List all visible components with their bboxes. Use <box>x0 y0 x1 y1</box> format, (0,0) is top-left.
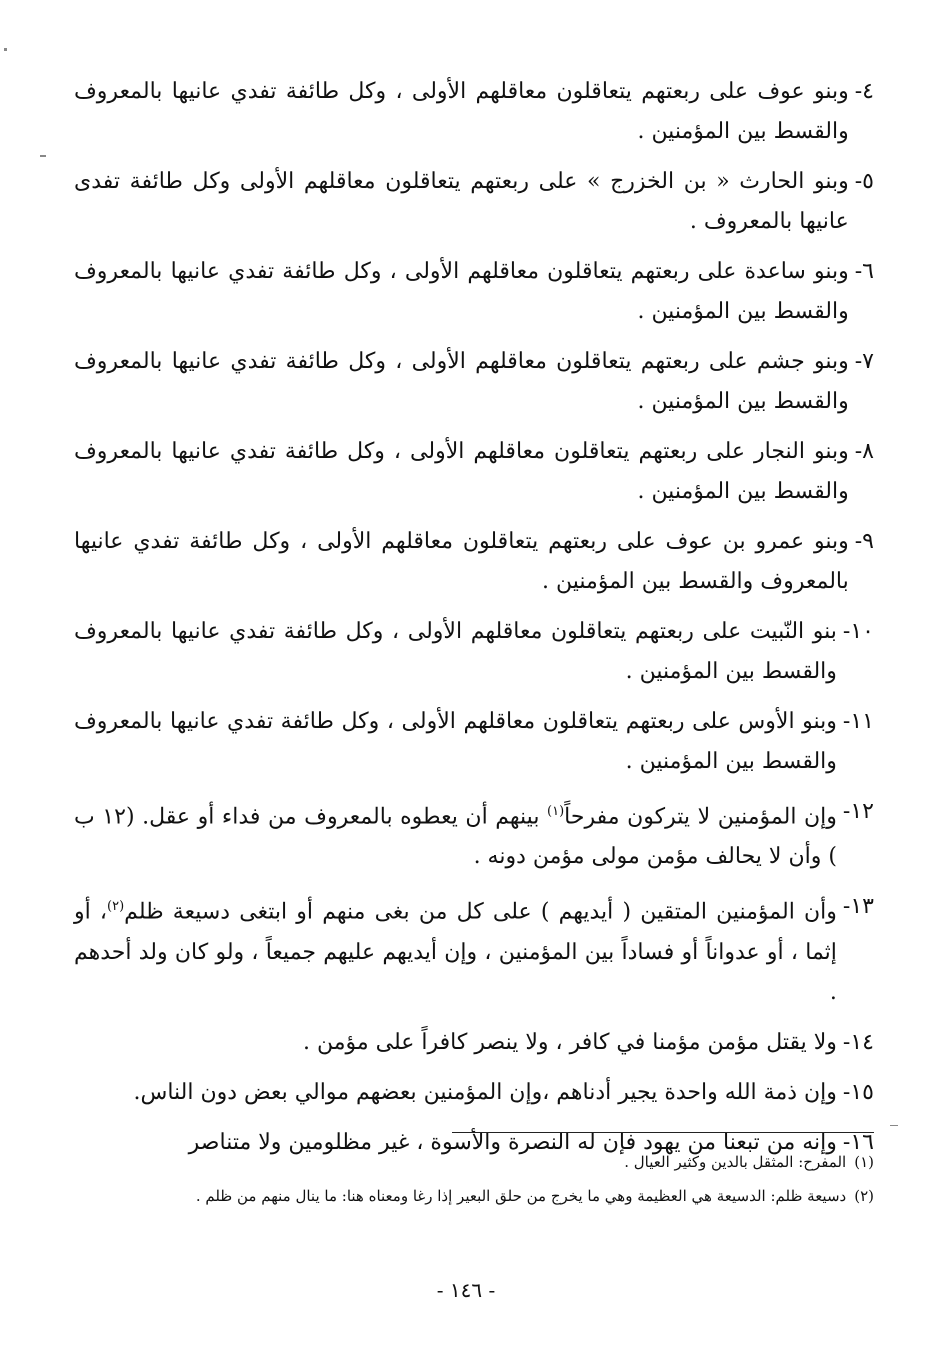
clause-text: وبنو الأوس على ربعتهم يتعاقلون معاقلهم الأولى ، وكل طائفة تفدي عانيها بالمعروف والقسط بين المؤمنين . <box>74 709 837 774</box>
clause-9 <box>74 522 874 602</box>
clause-7 <box>74 342 874 422</box>
footnote-number: (٢) <box>854 1187 874 1205</box>
footnotes <box>74 1150 874 1218</box>
clause-number: ١٢- <box>842 799 874 824</box>
clause-number: ٥- <box>854 169 874 194</box>
footnote-reference[interactable]: (٢) <box>107 899 125 915</box>
clause-number: ٤- <box>854 79 874 104</box>
clause-10 <box>74 612 874 692</box>
clause-8 <box>74 432 874 512</box>
clause-text: وبنو عوف على ربعتهم يتعاقلون معاقلهم الأولى ، وكل طائفة تفدي عانيها بالمعروف والقسط بين المؤمنين . <box>74 79 849 144</box>
scan-speck <box>4 48 7 51</box>
clause-number: ١١- <box>842 709 874 734</box>
clause-5 <box>74 162 874 242</box>
page-number: - ١٤٦ - <box>436 1278 496 1302</box>
clause-4 <box>74 72 874 152</box>
clause-text-part: ، أو إثما ، أو عدواناً أو فساداً بين المؤمنين ، وإن أيديهم عليهم جميعاً ، ولو كان ولد أحدهم . <box>74 899 837 1005</box>
clause-text-part: وأن المؤمنين المتقين ( أيديهم ) على كل من بغى منهم أو ابتغى دسيعة ظلم <box>124 899 837 925</box>
footnote-text: المفرح: المثقل بالدين وكثير العيال . <box>624 1153 847 1171</box>
clause-14 <box>74 1023 874 1063</box>
clause-text <box>74 792 837 877</box>
clause-11 <box>74 702 874 782</box>
clause-number: ١٠- <box>842 619 874 644</box>
clause-number: ٦- <box>854 259 874 284</box>
footnote-reference[interactable]: (١) <box>547 804 565 819</box>
clause-text-part: وإن المؤمنين لا يتركون مفرحاً <box>564 804 837 830</box>
clause-number: ٧- <box>854 349 874 374</box>
scan-speck <box>40 155 46 157</box>
clause-text: وبنو ساعدة على ربعتهم يتعاقلون معاقلهم الأولى ، وكل طائفة تفدي عانيها بالمعروف والقسط بين المؤمنين . <box>74 259 849 324</box>
clause-list <box>74 72 874 1173</box>
clause-number: ١٥- <box>842 1079 874 1105</box>
clause-text: ولا يقتل مؤمن مؤمنا في كافر ، ولا ينصر كافراً على مؤمن . <box>303 1029 837 1055</box>
clause-number: ١٣- <box>842 894 874 920</box>
clause-text: وبنو الحارث « بن الخزرج » على ربعتهم يتعاقلون معاقلهم الأولى وكل طائفة تفدى عانيها بالمعروف . <box>74 169 849 234</box>
footnote-number: (١) <box>854 1153 874 1171</box>
clause-text: بنو النّبيت على ربعتهم يتعاقلون معاقلهم الأولى ، وكل طائفة تفدي عانيها بالمعروف والقسط بين المؤمنين . <box>74 619 837 684</box>
clause-text: وإنه من تبعنا من يهود فإن له النصرة والأسوة ، غير مظلومين ولا متناصر <box>188 1129 837 1155</box>
clause-text <box>74 887 837 1012</box>
clause-text-part: بينهم أن يعطوه بالمعروف من فداء أو عقل. (١٢ ب ) وأن لا يحالف مؤمن مولى مؤمن دونه . <box>74 804 837 870</box>
clause-text: وإن ذمة الله واحدة يجير أدناهم ،وإن المؤمنين بعضهم موالي بعض دون الناس. <box>133 1079 837 1105</box>
clause-text: وبنو عمرو بن عوف على ربعتهم يتعاقلون معاقلهم الأولى ، وكل طائفة تفدي عانيها بالمعروف والقسط بين المؤمنين . <box>74 529 849 594</box>
clause-number: ٨- <box>854 439 874 464</box>
clause-6 <box>74 252 874 332</box>
clause-text: وبنو جشم على ربعتهم يتعاقلون معاقلهم الأولى ، وكل طائفة تفدي عانيها بالمعروف والقسط بين المؤمنين . <box>74 349 849 414</box>
footnote-2 <box>74 1184 874 1208</box>
footnote-1 <box>74 1150 874 1174</box>
clause-number: ١٦- <box>842 1129 874 1155</box>
clause-number: ١٤- <box>842 1029 874 1055</box>
clause-text: وبنو النجار على ربعتهم يتعاقلون معاقلهم الأولى ، وكل طائفة تفدي عانيها بالمعروف والقسط بين المؤمنين . <box>74 439 849 504</box>
footnote-text: دسيعة ظلم: الدسيعة هي العظيمة وهي ما يخرج من حلق البعير إذا رغا ومعناه هنا: ما ينال منهم من ظلم . <box>195 1187 847 1205</box>
footnote-divider <box>452 1132 874 1133</box>
clause-12 <box>74 792 874 877</box>
clause-15 <box>74 1073 874 1113</box>
clause-number: ٩- <box>854 529 874 554</box>
clause-13 <box>74 887 874 1012</box>
scan-speck <box>890 1125 898 1126</box>
